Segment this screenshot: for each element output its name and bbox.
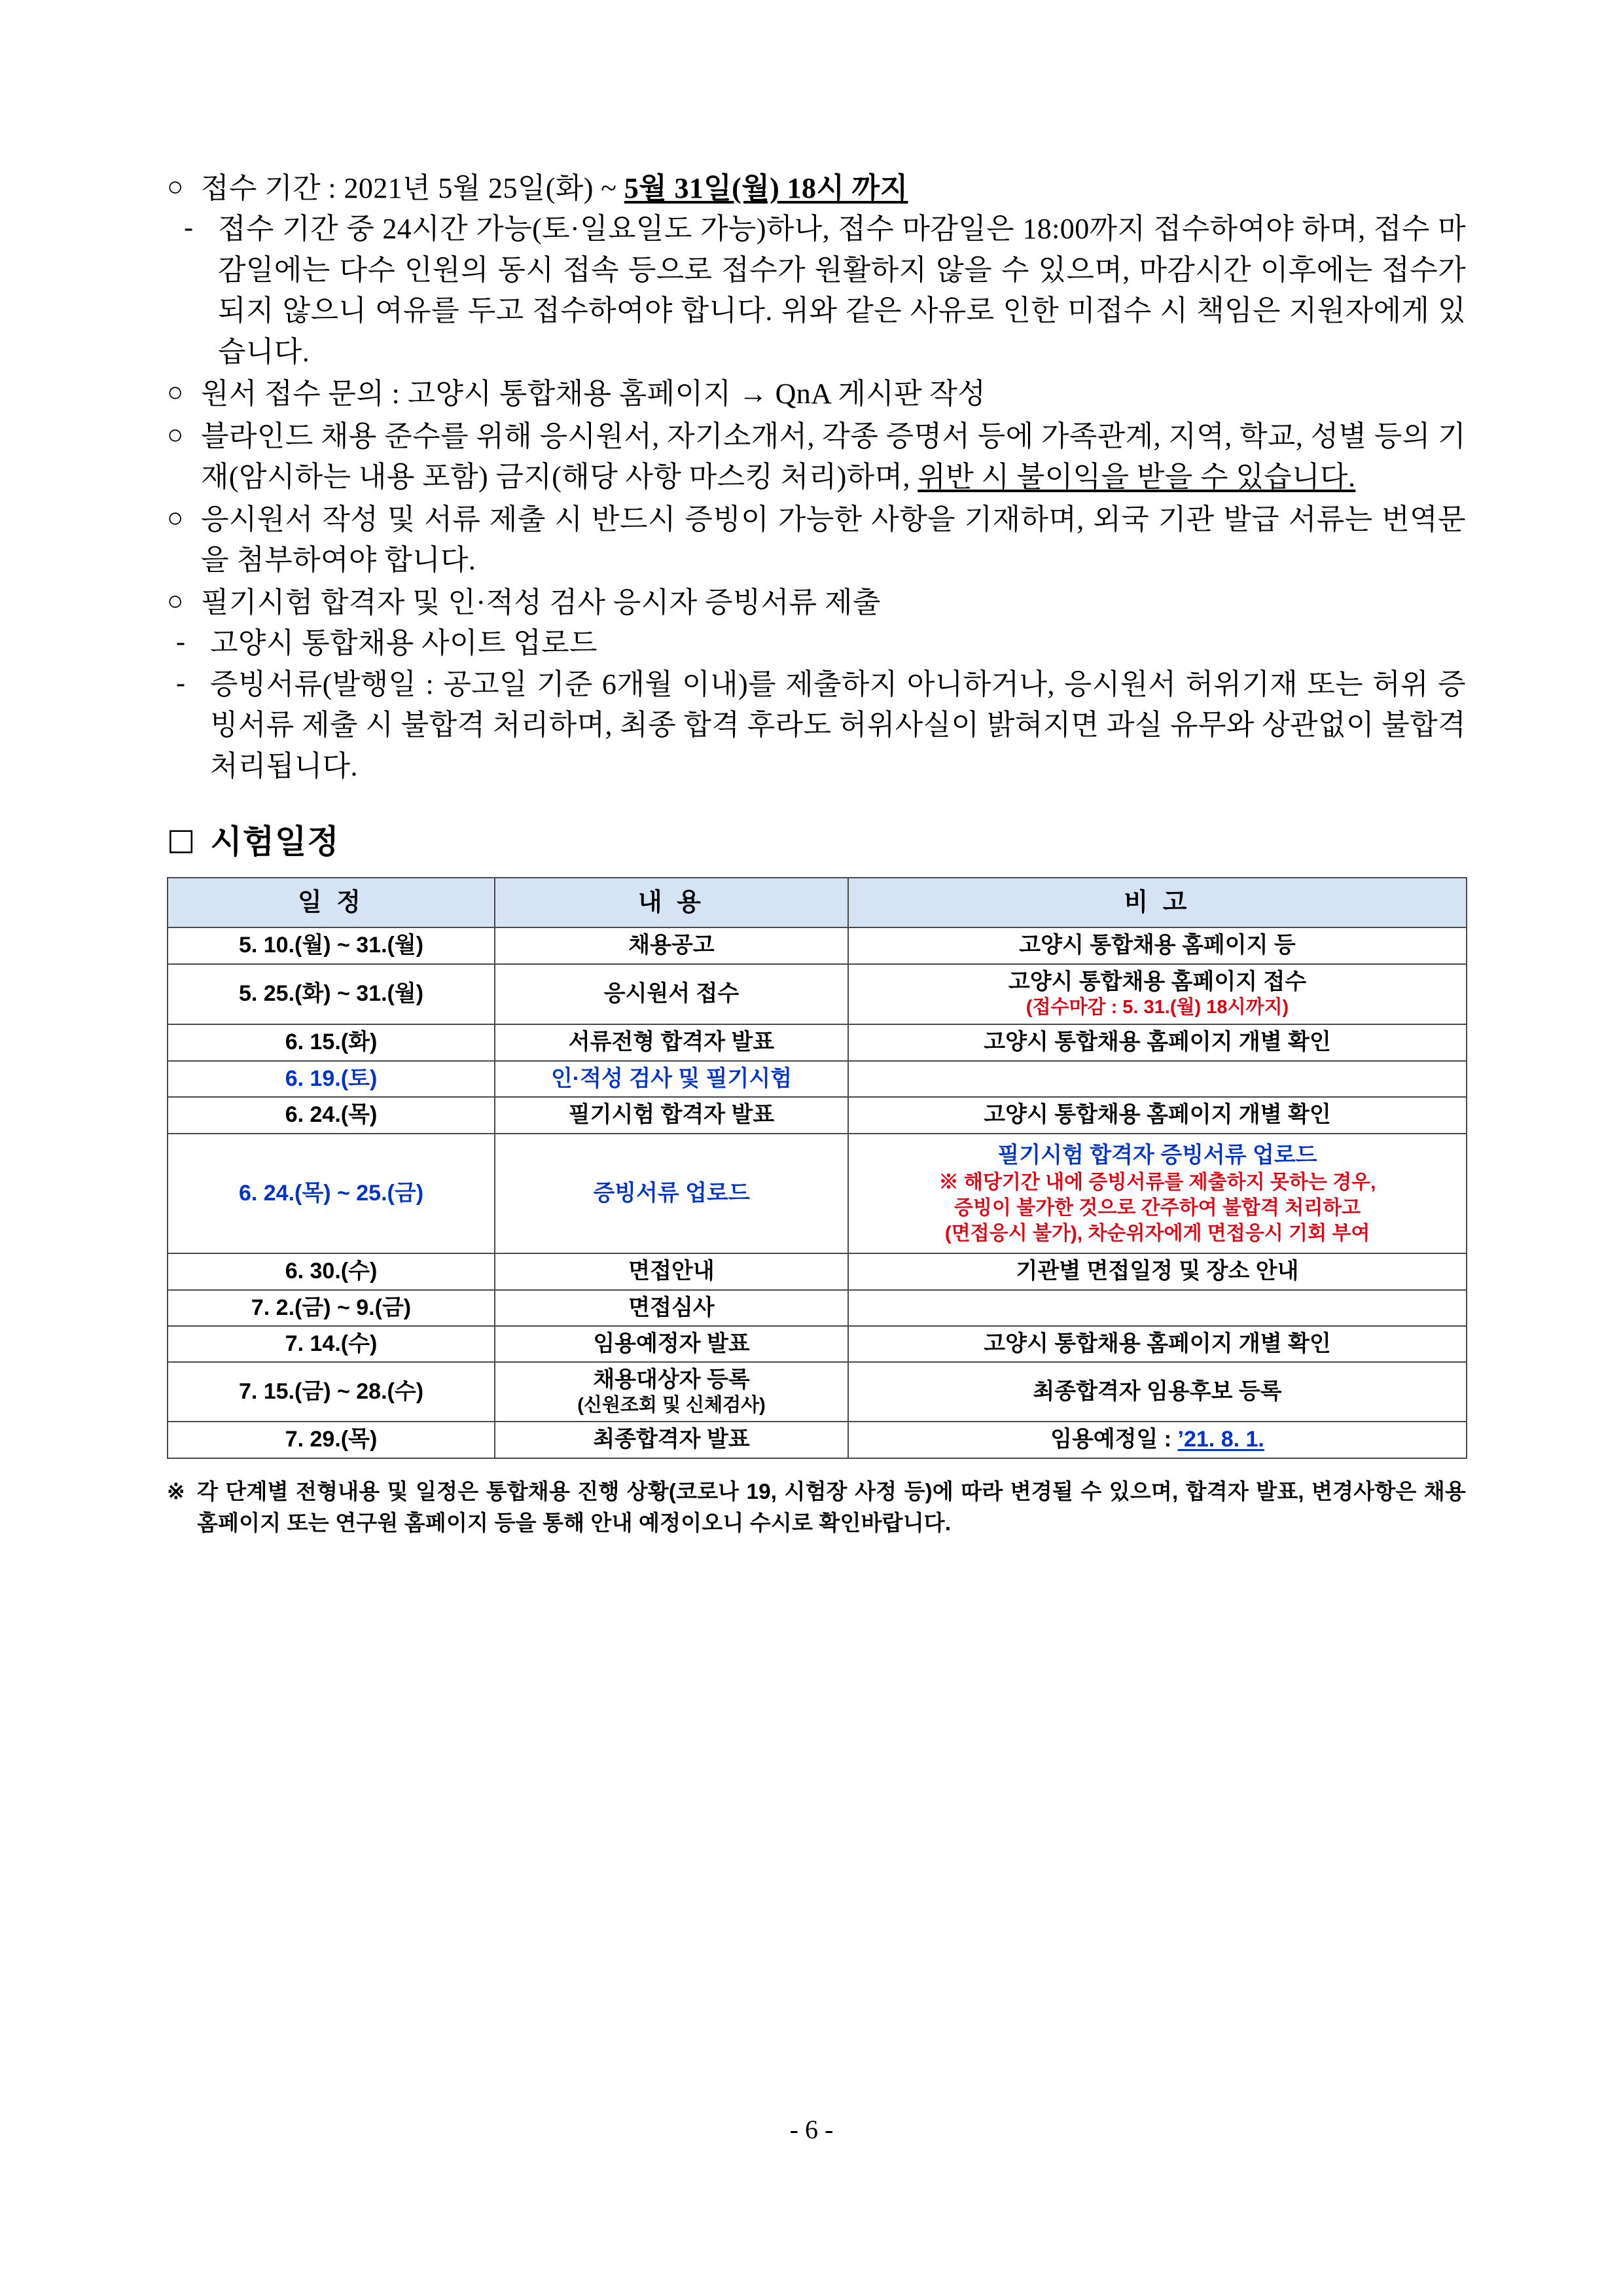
cell-remark-main: 고양시 통합채용 홈페이지 접수: [1008, 969, 1307, 994]
cell-content: 면접심사: [495, 1290, 848, 1326]
notice-text: 필기시험 합격자 및 인·적성 검사 응시자 증빙서류 제출: [201, 586, 881, 619]
section-title-text: 시험일정: [210, 823, 340, 861]
cell-content-sub: (신원조회 및 신체검사): [577, 1394, 766, 1416]
list-item: [167, 583, 1466, 623]
notice-text: 증빙서류(발행일 : 공고일 기준 6개월 이내)를 제출하지 아니하거나, 응시원서 허위기재 또는 허위 증빙서류 제출 시 불합격 처리하며, 최종 합격 후라도 허위사실이 밝혀지면 과실 유무와 상관없이 불합격 처리됩니다.: [210, 668, 1466, 782]
cell-content: 임용예정자 발표: [495, 1326, 848, 1362]
list-item: [167, 623, 1466, 664]
cell-date: 6. 15.(화): [168, 1024, 495, 1060]
notice-text: 원서 접수 문의 : 고양시 통합채용 홈페이지 → QnA 게시판 작성: [201, 378, 986, 410]
cell-remark: [848, 1290, 1467, 1326]
column-header-content: 내 용: [495, 878, 848, 927]
table-row: [168, 927, 1467, 963]
notice-text: 응시원서 작성 및 서류 제출 시 반드시 증빙이 가능한 사항을 기재하며, 외국 기관 발급 서류는 번역문을 첨부하여야 합니다.: [201, 503, 1466, 577]
table-row: [168, 1024, 1467, 1060]
notice-text-part: 블라인드 채용 준수를 위해 응시원서, 자기소개서, 각종 증명서 등에 가족관계, 지역, 학교, 성별 등의 기재(암시하는 내용 포함) 금지(해당 사항 마스킹 처리)하며,: [201, 420, 1466, 493]
page-number: - 6 -: [789, 2115, 834, 2144]
cell-date: 6. 30.(수): [168, 1253, 495, 1289]
list-item: [167, 374, 1466, 414]
table-row: [168, 964, 1467, 1025]
column-header-remark: 비 고: [848, 878, 1467, 927]
table-row: [168, 1326, 1467, 1362]
list-item: [167, 499, 1466, 581]
cell-content: 서류전형 합격자 발표: [495, 1024, 848, 1060]
list-item: [167, 416, 1466, 498]
cell-content: 최종합격자 발표: [495, 1422, 848, 1458]
reference-mark-icon: ※: [167, 1479, 185, 1503]
schedule-table: [167, 877, 1467, 1459]
notice-text: [201, 168, 1466, 209]
cell-remark: 최종합격자 임용후보 등록: [848, 1362, 1467, 1422]
list-item: [167, 209, 1466, 372]
cell-content: 증빙서류 업로드: [495, 1134, 848, 1253]
table-row: [168, 1422, 1467, 1458]
square-bullet-icon: □: [167, 821, 196, 857]
table-row: [168, 1253, 1467, 1289]
table-header-row: [168, 878, 1467, 927]
cell-remark: 고양시 통합채용 홈페이지 개별 확인: [848, 1326, 1467, 1362]
cell-remark-line: 증빙이 불가한 것으로 간주하여 불합격 처리하고: [954, 1197, 1361, 1219]
cell-date: 6. 24.(목): [168, 1097, 495, 1133]
cell-remark-deadline: (접수마감 : 5. 31.(월) 18시까지): [1026, 997, 1289, 1018]
cell-remark-date: ’21. 8. 1.: [1177, 1427, 1264, 1452]
cell-date: 6. 24.(목) ~ 25.(금): [168, 1134, 495, 1253]
cell-date: 7. 29.(목): [168, 1422, 495, 1458]
cell-remark: 고양시 통합채용 홈페이지 개별 확인: [848, 1024, 1467, 1060]
cell-remark: [848, 964, 1467, 1025]
bullet-dash-icon: -: [184, 213, 194, 243]
cell-content: [495, 1362, 848, 1422]
list-item: [167, 664, 1466, 787]
cell-date: 7. 14.(수): [168, 1326, 495, 1362]
bullet-dash-icon: -: [176, 668, 186, 698]
bullet-circle-icon: ○: [167, 586, 184, 617]
cell-date: 6. 19.(토): [168, 1061, 495, 1097]
bullet-circle-icon: ○: [167, 503, 184, 533]
cell-remark: 기관별 면접일정 및 장소 안내: [848, 1253, 1467, 1289]
table-row: [168, 1362, 1467, 1422]
table-row: [168, 1290, 1467, 1326]
page-title: [167, 816, 1466, 863]
notice-text: 고양시 통합채용 사이트 업로드: [210, 627, 597, 660]
cell-date: 5. 25.(화) ~ 31.(월): [168, 964, 495, 1025]
cell-content: 응시원서 접수: [495, 964, 848, 1025]
cell-remark: [848, 1134, 1467, 1253]
notice-text-emphasis: 위반 시 불이익을 받을 수 있습니다.: [918, 461, 1356, 493]
cell-date: 5. 10.(월) ~ 31.(월): [168, 927, 495, 963]
cell-date: 7. 15.(금) ~ 28.(수): [168, 1362, 495, 1422]
cell-content: 면접안내: [495, 1253, 848, 1289]
cell-remark-prefix: 임용예정일 :: [1050, 1427, 1178, 1452]
page-content: [167, 167, 1466, 1538]
cell-content-main: 채용대상자 등록: [593, 1367, 750, 1393]
table-row: [168, 1097, 1467, 1133]
notice-text: [201, 416, 1466, 498]
cell-remark-line: (면접응시 불가), 차순위자에게 면접응시 기회 부여: [944, 1223, 1370, 1245]
cell-remark: [848, 1422, 1467, 1458]
notice-text-emphasis: 5월 31일(월) 18시 까지: [624, 172, 908, 204]
cell-content: 인·적성 검사 및 필기시험: [495, 1061, 848, 1097]
table-row: [168, 1061, 1467, 1097]
cell-remark: [848, 1061, 1467, 1097]
cell-date: 7. 2.(금) ~ 9.(금): [168, 1290, 495, 1326]
bullet-dash-icon: -: [176, 627, 186, 658]
cell-remark-line: 필기시험 합격자 증빙서류 업로드: [997, 1142, 1317, 1168]
bullet-circle-icon: ○: [167, 378, 184, 408]
cell-remark-line: ※ 해당기간 내에 증빙서류를 제출하지 못하는 경우,: [938, 1172, 1376, 1194]
column-header-date: 일 정: [168, 878, 495, 927]
table-row: [168, 1134, 1467, 1253]
list-item: [167, 168, 1466, 209]
cell-remark: 고양시 통합채용 홈페이지 등: [848, 927, 1467, 963]
bullet-circle-icon: ○: [167, 420, 184, 450]
notice-list: [167, 168, 1466, 787]
bullet-circle-icon: ○: [167, 172, 184, 202]
footnote: [167, 1476, 1466, 1539]
notice-text-part: 접수 기간 : 2021년 5월 25일(화) ~: [201, 172, 624, 204]
cell-content: 필기시험 합격자 발표: [495, 1097, 848, 1133]
footnote-text: 각 단계별 전형내용 및 일정은 통합채용 진행 상황(코로나 19, 시험장 사정 등)에 따라 변경될 수 있으며, 합격자 발표, 변경사항은 채용 홈페이지 또는 연구원 홈페이지 등을 통해 안내 예정이오니 수시로 확인바랍니다.: [197, 1479, 1466, 1535]
cell-remark: 고양시 통합채용 홈페이지 개별 확인: [848, 1097, 1467, 1133]
notice-text: 접수 기간 중 24시간 가능(토·일요일도 가능)하나, 접수 마감일은 18:00까지 접수하여야 하며, 접수 마감일에는 다수 인원의 동시 접속 등으로 접수가 원활하지 않을 수 있으며, 마감시간 이후에는 접수가 되지 않으니 여유를 두고 접수하여야 합니다. 위와 같은 사유로 인한 미접수 시 책임은 지원자에게 있습니다.: [218, 213, 1466, 368]
cell-content: 채용공고: [495, 927, 848, 963]
